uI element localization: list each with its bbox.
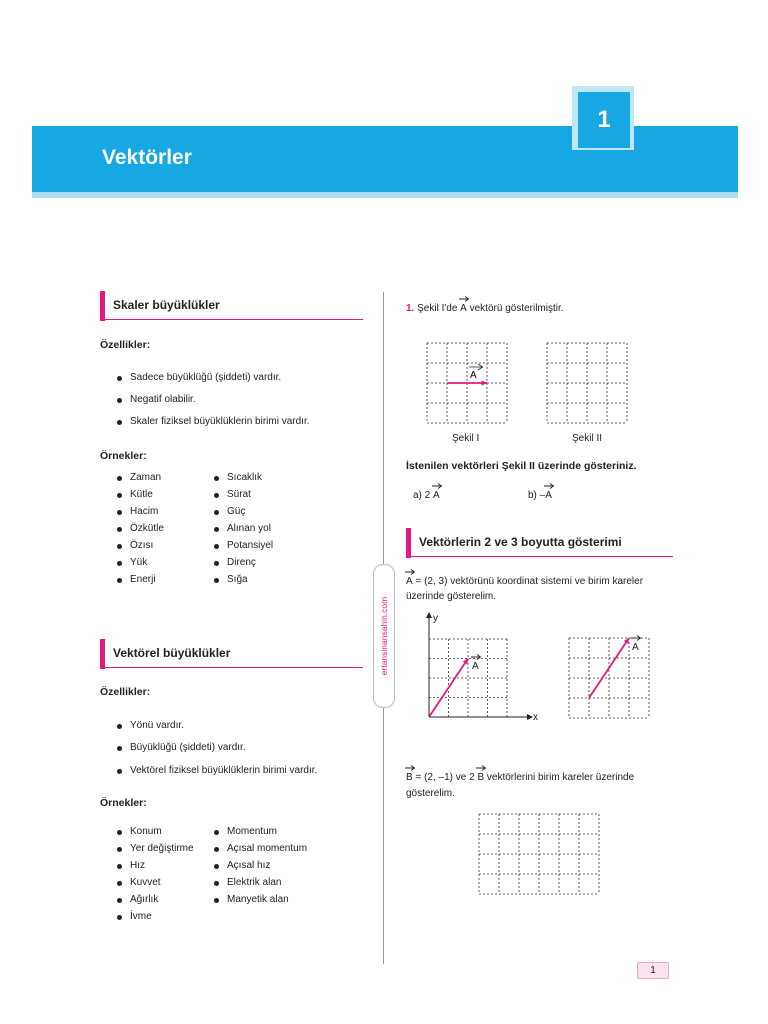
spine-text: ertansinansahin.com: [379, 596, 389, 676]
repr-line-1: [406, 576, 643, 587]
vector-letter: B: [406, 772, 413, 783]
vector-example: Hız: [117, 860, 145, 871]
plot-vector-label: [472, 661, 479, 672]
scalar-feature-item: Skaler fiziksel büyüklüklerin birimi vardır.: [117, 416, 310, 427]
scalar-example: Sıcaklık: [214, 472, 262, 483]
section-heading: Vektörlerin 2 ve 3 boyutta gösterimi: [419, 535, 622, 549]
vector-letter: A: [472, 661, 479, 672]
free-vector-label: [632, 642, 639, 653]
instruction-text: İstenilen vektörleri Şekil II üzerinde gösteriniz.: [406, 460, 637, 472]
vector-symbol: [545, 490, 552, 501]
vector-letter: A: [632, 642, 639, 653]
b-line-2: gösterelim.: [406, 788, 455, 799]
vector-example: Momentum: [214, 826, 277, 837]
scalar-example: Enerji: [117, 574, 156, 585]
vector-arrow-icon: [476, 765, 486, 771]
header-band-shadow: [32, 192, 738, 198]
vector-arrow-icon: [405, 569, 415, 575]
vector-arrow-icon: [405, 765, 415, 771]
vector-example: Açısal hız: [214, 860, 270, 871]
scalar-example: Yük: [117, 557, 147, 568]
vector-arrow-icon: [432, 483, 442, 489]
scalar-example: Zaman: [117, 472, 161, 483]
question-1: [406, 303, 564, 314]
vector-symbol: [433, 490, 440, 501]
question-number: 1.: [406, 303, 415, 314]
b-text-post: vektörlerini birim kareler üzerinde: [486, 772, 635, 783]
vector-example: Açısal momentum: [214, 843, 307, 854]
repr-line-2: üzerinde gösterelim.: [406, 591, 497, 602]
vector-example: Konum: [117, 826, 162, 837]
vector-arrow-icon: [471, 654, 481, 660]
grid-figure-b: [478, 813, 600, 895]
scalar-feature-item: Negatif olabilir.: [117, 394, 196, 405]
question-text-pre: Şekil I'de: [417, 303, 458, 314]
section-marker: [100, 291, 105, 321]
axis-x-label: x: [533, 712, 538, 723]
scalar-example: Hacim: [117, 506, 158, 517]
chapter-number: 1: [578, 92, 630, 148]
vector-arrow-icon: [544, 483, 554, 489]
vector-letter: A: [433, 490, 440, 501]
scalar-example: Sürat: [214, 489, 251, 500]
vector-example: Yer değiştirme: [117, 843, 194, 854]
scalar-example: Özkütle: [117, 523, 164, 534]
scalar-feature-item: Sadece büyüklüğü (şiddeti) vardır.: [117, 372, 281, 383]
section-marker: [406, 528, 411, 558]
vector-example: Elektrik alan: [214, 877, 281, 888]
scalar-example: Güç: [214, 506, 245, 517]
option-b-prefix: b) –: [528, 490, 546, 501]
scalar-example: Sığa: [214, 574, 248, 585]
vector-letter: A: [406, 576, 413, 587]
vector-arrow-icon: [459, 296, 469, 302]
spine-label: [373, 564, 395, 708]
vector-features-label: Özellikler:: [100, 686, 151, 698]
vector-arrow-icon: [631, 635, 641, 641]
vector-symbol: [406, 772, 413, 783]
section-underline: [105, 319, 363, 320]
coordinate-plot: [420, 612, 544, 726]
vector-feature-item: Vektörel fiziksel büyüklüklerin birimi vardır.: [117, 765, 317, 776]
vector-example: Ağırlık: [117, 894, 158, 905]
y-axis-arrowhead: [426, 612, 432, 618]
vector-symbol: [406, 576, 413, 587]
b-text-mid: = (2, –1) ve 2: [415, 772, 475, 783]
option-a-prefix: a) 2: [413, 490, 431, 501]
section-heading: Vektörel büyüklükler: [113, 646, 231, 660]
vector-feature-item: Yönü vardır.: [117, 720, 184, 731]
page-number: 1: [637, 962, 669, 979]
section-underline: [105, 667, 363, 668]
option-b: [528, 490, 552, 501]
vector-letter: A: [545, 490, 552, 501]
section-marker: [100, 639, 105, 669]
vector-letter: A: [460, 303, 467, 314]
section-underline: [411, 556, 673, 557]
figure-2-label: Şekil II: [572, 433, 603, 444]
scalar-example: Alınan yol: [214, 523, 271, 534]
vector-example: Kuvvet: [117, 877, 161, 888]
scalar-features-label: Özellikler:: [100, 339, 151, 351]
scalar-example: Potansiyel: [214, 540, 273, 551]
scalar-example: Özısı: [117, 540, 153, 551]
scalar-examples-label: Örnekler:: [100, 450, 147, 462]
page-title: Vektörler: [102, 146, 192, 169]
option-a: [413, 490, 440, 501]
vector-a-arrow-head: [482, 380, 487, 385]
section-heading: Skaler büyüklükler: [113, 298, 220, 312]
vector-example: İvme: [117, 911, 152, 922]
axis-y-label: y: [433, 613, 438, 624]
scalar-example: Kütle: [117, 489, 153, 500]
repr-line-1-text: = (2, 3) vektörünü koordinat sistemi ve birim kareler: [415, 576, 644, 587]
figure-1-label: Şekil I: [452, 433, 480, 444]
scalar-example: Direnç: [214, 557, 256, 568]
vector-symbol: [477, 772, 484, 783]
vector-example: Manyetik alan: [214, 894, 289, 905]
grid-figure-1: [426, 342, 508, 424]
fig1-vector-letter: A: [470, 370, 477, 381]
vector-letter: B: [477, 772, 485, 783]
vector-feature-item: Büyüklüğü (şiddeti) vardır.: [117, 742, 246, 753]
grid-figure-2: [546, 342, 628, 424]
question-text-post: vektörü gösterilmiştir.: [469, 303, 564, 314]
vector-examples-label: Örnekler:: [100, 797, 147, 809]
vector-symbol: [460, 303, 467, 314]
b-line-1: [406, 772, 634, 783]
